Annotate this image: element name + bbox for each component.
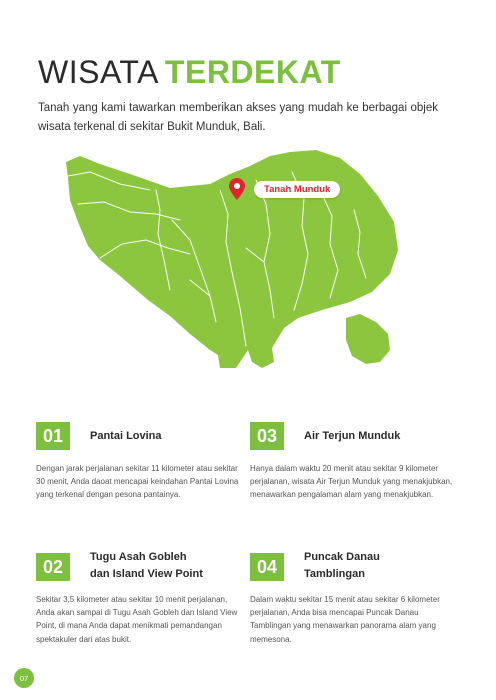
nusa-penida-shape [346, 314, 390, 364]
page-title-part2: TERDEKAT [164, 54, 341, 90]
attraction-description: Hanya dalam waktu 20 menit atau sekitar 9 kilometer perjalanan, wisata Air Terjun Munduk yang menakjubkan, menawarkan pengalaman alam yang menakjubkan. [250, 464, 453, 500]
attraction-number: 04 [250, 553, 284, 581]
attraction-title-line2: Tamblingan [304, 568, 365, 580]
page-number-badge: 07 [14, 668, 34, 688]
attraction-title [304, 549, 380, 583]
attraction-title-line2: dan Island View Point [90, 568, 203, 580]
attraction-title [90, 549, 203, 583]
attraction-title-line1: Tugu Asah Gobleh [90, 551, 187, 563]
attraction-description: Dalam waktu sekitar 15 menit atau sekitar 6 kilometer perjalanan, Anda bisa mencapai Puncak Danau Tamblingan yang menawarkan panorama alam yang memesona. [250, 595, 440, 644]
attraction-title [304, 428, 400, 445]
attraction-title-line1: Pantai Lovina [90, 430, 162, 442]
attraction-description: Dengan jarak perjalanan sekitar 11 kilometer atau sekitar 30 menit, Anda daoat mencapai keindahan Pantai Lovina yang terkenal dengan pesona pantainya. [36, 464, 239, 500]
intro-paragraph: Tanah yang kami tawarkan memberikan akses yang mudah ke berbagai objek wisata terkenal di sekitar Bukit Munduk, Bali. [38, 102, 438, 133]
attraction-description: Sekitar 3,5 kilometer atau sekitar 10 menit perjalanan, Anda akan sampai di Tugu Asah Gobleh dan Island View Point, di mana Anda dapat menikmati pemandangan spektakuler dari atas bukit. [36, 595, 238, 644]
page-title-part1: WISATA [38, 54, 159, 90]
attraction-number: 02 [36, 553, 70, 581]
location-label: Tanah Munduk [254, 181, 340, 198]
attraction-title-line1: Air Terjun Munduk [304, 430, 401, 442]
attraction-title [90, 428, 162, 445]
page-title [38, 54, 341, 90]
attraction-title-line1: Puncak Danau [304, 551, 380, 563]
location-pin-icon [229, 178, 245, 200]
attraction-number: 01 [36, 422, 70, 450]
attraction-number: 03 [250, 422, 284, 450]
